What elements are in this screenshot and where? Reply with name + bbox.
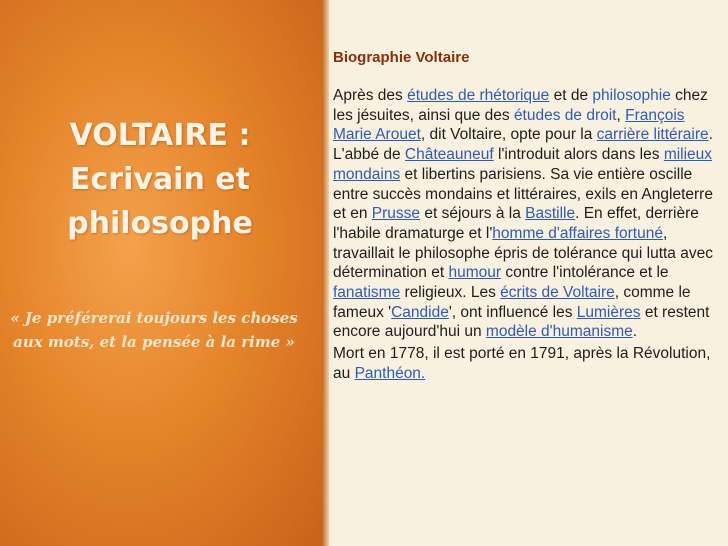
link-milieux-mondains[interactable]: milieux mondains: [333, 146, 713, 183]
slide-title: [40, 114, 280, 246]
right-panel: [333, 48, 725, 384]
link-lumieres[interactable]: Lumières: [576, 303, 641, 321]
text-run: , comme le fameux ': [333, 284, 691, 321]
link-etudes-de-droit[interactable]: études de droit: [513, 106, 617, 124]
text-run: .: [632, 323, 638, 341]
death-paragraph: [333, 344, 725, 383]
link-chateauneuf[interactable]: Châteauneuf: [404, 146, 494, 164]
text-run: et séjours à la: [420, 205, 526, 223]
title-line-1: VOLTAIRE :: [69, 118, 251, 153]
text-run: l'introduit alors dans les: [493, 146, 664, 164]
text-run: et de: [549, 87, 593, 104]
text-run: Mort en 1778, il est porté en 1791, après la Révolution, au: [333, 345, 711, 382]
quote: « Je préférerai toujours les choses aux mots, et la pensée à la rime »: [10, 309, 298, 351]
link-humour[interactable]: humour: [448, 264, 502, 282]
link-philosophie[interactable]: philosophie: [592, 87, 671, 104]
text-run: ,: [616, 106, 626, 124]
link-prusse[interactable]: Prusse: [371, 205, 421, 223]
text-run: Après des: [333, 87, 408, 104]
text-run: . L'abbé de: [333, 126, 713, 164]
text-run: religieux. Les: [400, 284, 501, 302]
text-run: . En effet, derrière l'habile dramaturge et l': [333, 205, 699, 242]
text-run: , travaillait le philosophe épris de tolérance qui lutta avec détermination et: [333, 224, 713, 282]
title-line-3: philosophe: [67, 206, 253, 241]
text-run: , dit Voltaire, opte pour la: [420, 126, 597, 144]
link-ecrits-de-voltaire[interactable]: écrits de Voltaire: [500, 284, 615, 302]
link-carriere-litteraire[interactable]: carrière littéraire: [596, 126, 709, 144]
title-line-2: Ecrivain et: [70, 162, 250, 197]
link-fanatisme[interactable]: fanatisme: [333, 284, 401, 302]
bio-paragraph: [333, 86, 725, 342]
text-run: et restent encore aujourd'hui un: [333, 303, 710, 341]
link-candide[interactable]: Candide: [391, 303, 449, 321]
panel-divider: [322, 0, 329, 546]
bio-heading: Biographie Voltaire: [333, 49, 470, 66]
text-run: ', ont influencé les: [448, 303, 577, 321]
left-panel: [0, 0, 322, 546]
text-run: chez les jésuites, ainsi que des: [333, 87, 708, 124]
link-homme-d-affaires-fortune[interactable]: homme d'affaires fortuné: [492, 224, 663, 242]
link-pantheon[interactable]: Panthéon.: [354, 364, 426, 382]
link-modele-d-humanisme[interactable]: modèle d'humanisme: [485, 323, 633, 341]
link-etudes-de-rhetorique[interactable]: études de rhétorique: [407, 87, 550, 104]
link-francois-marie-arouet[interactable]: François Marie Arouet: [333, 106, 685, 144]
text-run: contre l'intolérance et le: [501, 264, 669, 282]
text-run: et libertins parisiens. Sa vie entière oscille entre succès mondains et littéraires, exils en Angleterre et en: [333, 165, 713, 223]
link-bastille[interactable]: Bastille: [525, 205, 576, 223]
